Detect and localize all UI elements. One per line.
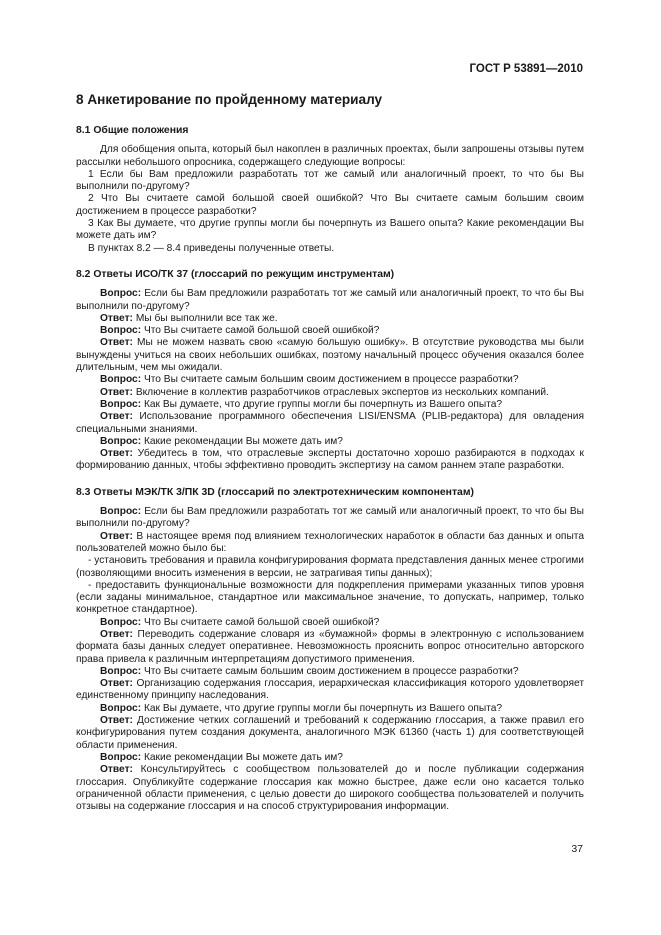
section-8-2-title: 8.2 Ответы ИСО/ТК 37 (глоссарий по режущим инструментам): [76, 268, 395, 280]
section-8-1-title: 8.1 Общие положения: [76, 125, 189, 136]
question-label: Вопрос:: [100, 325, 142, 337]
qa-answer: [76, 629, 584, 666]
qa-question: [76, 325, 584, 337]
qa-answer: [76, 313, 584, 325]
question-label: Вопрос:: [100, 616, 142, 628]
paragraph: Для обобщения опыта, который был накоплен в различных проектах, были запрошены отзывы путем рассылки небольшого опросника, содержащего следующие вопросы:: [76, 144, 584, 168]
answer-label: Ответ:: [100, 411, 133, 423]
answer-label: Ответ:: [100, 312, 133, 324]
qa-answer: [76, 411, 584, 436]
answer-label: Ответ:: [100, 448, 133, 460]
question-item: 2 Что Вы считаете самой большой своей ошибкой? Что Вы считаете самым большим своим достижением в процессе разработки?: [76, 193, 584, 217]
answer-text: Переводить содержание словаря из «бумажной» формы в электронную с использованием формата базы данных следует оперативнее. Невозможность прояснить вопрос относительно авторского права привела к различным интерпретациям допустимого применения.: [76, 628, 584, 665]
answer-label: Ответ:: [100, 530, 133, 542]
answer-label: Ответ:: [100, 715, 133, 727]
paragraph: В пунктах 8.2 — 8.4 приведены полученные ответы.: [88, 242, 335, 254]
qa-question: [76, 703, 584, 715]
answer-label: Ответ:: [100, 337, 133, 349]
qa-answer: [76, 678, 584, 703]
answer-text: Убедитесь в том, что отраслевые эксперты достаточно хорошо разбираются в подходах к формированию данных, чтобы эффективно проводить экспертизу на самом раннем этапе разработки.: [76, 448, 584, 472]
question-text: Какие рекомендации Вы можете дать им?: [143, 751, 343, 763]
answer-label: Ответ:: [100, 678, 133, 690]
page-content: [76, 92, 584, 813]
list-item: - предоставить функциональные возможности для подкрепления примерами указанных типов уровня (если заданы минимальное, стандартное или максимальное значение, то допускать, например, только конкретное стандартное).: [76, 579, 584, 616]
qa-answer: [76, 387, 584, 399]
question-label: Вопрос:: [100, 702, 142, 714]
question-text: Какие рекомендации Вы можете дать им?: [143, 435, 343, 447]
question-label: Вопрос:: [100, 751, 142, 763]
question-label: Вопрос:: [100, 665, 142, 677]
qa-question: [76, 666, 584, 678]
list-item: - установить требования и правила конфигурирования формата представления данных менее строгими (позволяющими вносить изменения в версии, не затрагивая типы данных);: [76, 555, 584, 579]
question-text: Что Вы считаете самой большой своей ошибкой?: [143, 325, 380, 337]
qa-answer: [76, 715, 584, 752]
qa-answer: [76, 337, 584, 374]
question-label: Вопрос:: [100, 288, 142, 300]
question-text: Как Вы думаете, что другие группы могли бы почерпнуть из Вашего опыта?: [143, 702, 503, 714]
qa-question: [76, 752, 584, 764]
answer-text: Включение в коллектив разработчиков отраслевых экспертов из нескольких компаний.: [135, 386, 549, 398]
qa-question: [76, 288, 584, 313]
question-label: Вопрос:: [100, 435, 142, 447]
qa-answer: [76, 448, 584, 473]
qa-answer: [76, 531, 584, 556]
answer-label: Ответ:: [100, 764, 133, 776]
answer-label: Ответ:: [100, 386, 133, 398]
question-item: 1 Если бы Вам предложили разработать тот же самый или аналогичный проект, то что бы Вы выполнили по-другому?: [76, 168, 584, 193]
question-label: Вопрос:: [100, 374, 142, 386]
question-label: Вопрос:: [100, 506, 142, 518]
question-item: 3 Как Вы думаете, что другие группы могли бы почерпнуть из Вашего опыта? Какие рекомендации Вы можете дать им?: [76, 218, 584, 242]
document-id: ГОСТ Р 53891—2010: [469, 63, 583, 75]
answer-text: Мы не можем назвать свою «самую большую ошибку». В отсутствие руководства мы были вынуждены учиться на своих небольших ошибках, поэтому начальный процесс обучения оказался более длительным, чем мы ожидали.: [76, 337, 584, 374]
question-text: Как Вы думаете, что другие группы могли бы почерпнуть из Вашего опыта?: [143, 398, 503, 410]
answer-label: Ответ:: [100, 628, 133, 640]
section-8-title: 8 Анкетирование по пройденному материалу: [76, 92, 383, 107]
question-text: Что Вы считаете самым большим своим достижением в процессе разработки?: [143, 665, 519, 677]
answer-text: Мы бы выполнили все так же.: [135, 312, 278, 324]
answer-text: Организацию содержания глоссария, иерархическая классификация которого удовлетворяет единственному принципу наследования.: [76, 678, 584, 702]
qa-answer: [76, 764, 584, 813]
question-text: Что Вы считаете самым большим своим достижением в процессе разработки?: [143, 374, 519, 386]
qa-question: [76, 617, 584, 629]
section-8-3-title: 8.3 Ответы МЭК/ТК 3/ПК 3D (глоссарий по электротехническим компонентам): [76, 486, 474, 498]
answer-text: Консультируйтесь с сообществом пользователей до и после публикации содержания глоссария. Опубликуйте содержание глоссария как можно быстрее, даже если оно касается только ограниченной области применения, с целью довести до широкого сообщества пользователей и получить отзывы на содержание глоссария и на способ структурирования информации.: [76, 764, 584, 813]
qa-question: [76, 374, 584, 386]
answer-text: Использование программного обеспечения LISI/ENSMA (PLIB-редактора) для овладения специальными знаниями.: [76, 411, 584, 435]
question-text: Если бы Вам предложили разработать тот же самый или аналогичный проект, то что бы Вы выполнили по-другому?: [76, 288, 584, 312]
page-number: 37: [571, 843, 583, 855]
question-text: Что Вы считаете самой большой своей ошибкой?: [143, 616, 380, 628]
answer-text: В настоящее время под влиянием технологических наработок в области баз данных и опыта пользователей можно было бы:: [76, 530, 584, 554]
question-label: Вопрос:: [100, 398, 142, 410]
qa-question: [76, 506, 584, 531]
qa-question: [76, 436, 584, 448]
question-text: Если бы Вам предложили разработать тот же самый или аналогичный проект, то что бы Вы выполнили по-другому?: [76, 506, 584, 530]
answer-text: Достижение четких соглашений и требований к содержанию глоссария, а также правил его конфигурирования путем создания документа, аналогичного МЭК 61360 (часть 1) для соответствующей области применения.: [76, 715, 584, 751]
qa-question: [76, 399, 584, 411]
